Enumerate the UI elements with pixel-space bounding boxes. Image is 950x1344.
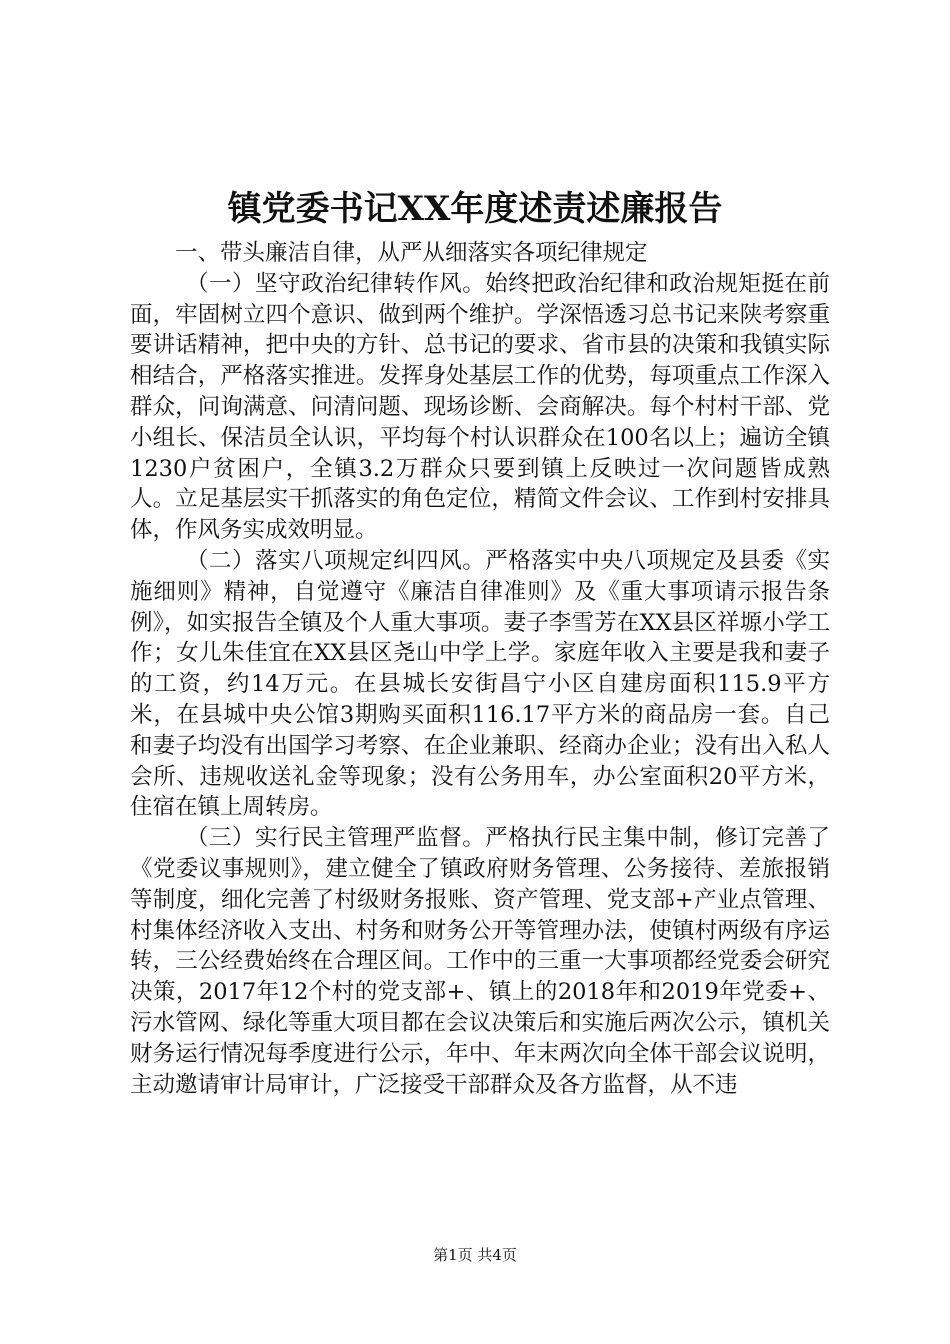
paragraph-1: （一）坚守政治纪律转作风。始终把政治纪律和政治规矩挺在前面，牢固树立四个意识、做到两个维护。学深悟透习总书记来陕考察重要讲话精神，把中央的方针、总书记的要求、省市县的决策和我镇实际相结合，严格落实推进。发挥身处基层工作的优势，每项重点工作深入群众，问询满意、问清问题、现场诊断、会商解决。每个村村干部、党小组长、保洁员全认识，平均每个村认识群众在100名以上；遍访全镇1230户贫困户，全镇3.2万群众只要到镇上反映过一次问题皆成熟人。立足基层实干抓落实的角色定位，精简文件会议、工作到村安排具体，作风务实成效明显。 [130, 270, 830, 544]
paragraph-3: （三）实行民主管理严监督。严格执行民主集中制，修订完善了《党委议事规则》，建立健全了镇政府财务管理、公务接待、差旅报销等制度，细化完善了村级财务报账、资产管理、党支部+产业点管理、村集体经济收入支出、村务和财务公开等管理办法，使镇村两级有序运转，三公经费始终在合理区间。工作中的三重一大事项都经党委会研究决策，2017年12个村的党支部+、镇上的2018年和2019年党委+、污水管网、绿化等重大项目都在会议决策后和实施后两次公示，镇机关财务运行情况每季度进行公示，年中、年末两次向全体干部会议说明，主动邀请审计局审计，广泛接受干部群众及各方监督，从不违 [130, 825, 830, 1098]
section-heading: 一、带头廉洁自律，从严从细落实各项纪律规定 [175, 240, 648, 266]
paragraph-2: （二）落实八项规定纠四风。严格落实中央八项规定及县委《实施细则》精神，自觉遵守《廉洁自律准则》及《重大事项请示报告条例》，如实报告全镇及个人重大事项。妻子李雪芳在XX县区祥塬小学工作；女儿朱佳宜在XX县区尧山中学上学。家庭年收入主要是我和妻子的工资，约14万元。在县城长安街昌宁小区自建房面积115.9平方米，在县城中央公馆3期购买面积116.17平方米的商品房一套。自己和妻子均没有出国学习考察、在企业兼职、经商办企业；没有出入私人会所、违规收送礼金等现象；没有公务用车，办公室面积20平方米，住宿在镇上周转房。 [130, 547, 830, 821]
page-footer: 第1页 共4页 [433, 1246, 517, 1264]
document-title: 镇党委书记XX年度述责述廉报告 [227, 189, 723, 229]
document-body [130, 238, 830, 1100]
